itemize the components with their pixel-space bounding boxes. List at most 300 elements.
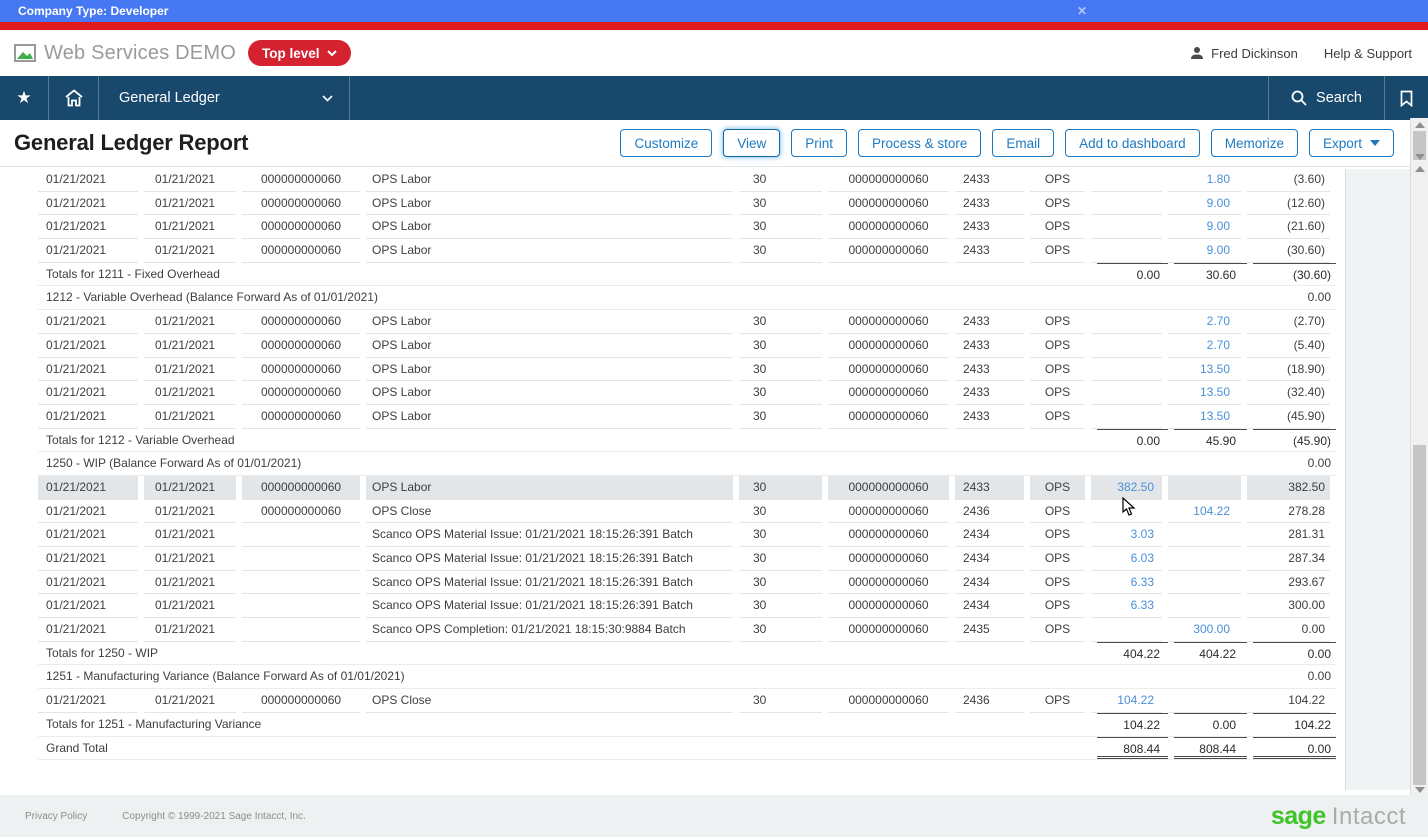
cell-account: 2433 [955, 476, 1024, 500]
table-row[interactable] [38, 523, 1336, 547]
cell-journal: OPS [1030, 405, 1085, 429]
table-row[interactable] [38, 239, 1336, 263]
cell-document-number: 000000000060 [242, 239, 360, 263]
cell-account: 2433 [955, 310, 1024, 334]
cell-debit-amount [1091, 215, 1162, 239]
cell-journal: OPS [1030, 334, 1085, 358]
cell-debit-amount[interactable]: 3.03 [1091, 523, 1162, 547]
cell-credit-amount[interactable]: 104.22 [1168, 500, 1241, 524]
cell-posting-date: 01/21/2021 [144, 523, 236, 547]
cell-department: 30 [739, 689, 822, 713]
cell-journal: OPS [1030, 310, 1085, 334]
cell-debit-amount [1091, 168, 1162, 192]
cell-credit-amount[interactable]: 13.50 [1168, 381, 1241, 405]
cell-debit-amount [1091, 381, 1162, 405]
table-row[interactable] [38, 168, 1336, 192]
table-row[interactable] [38, 334, 1336, 358]
sage-intacct-logo [1271, 802, 1406, 831]
cell-journal: OPS [1030, 215, 1085, 239]
cell-document-number: 000000000060 [242, 405, 360, 429]
cell-description: Scanco OPS Material Issue: 01/21/2021 18:15:26:391 Batch [366, 547, 733, 571]
total-balance: 0.00 [1253, 737, 1336, 760]
cell-debit-amount[interactable]: 6.03 [1091, 547, 1162, 571]
cell-balance: 293.67 [1247, 571, 1330, 595]
cell-account: 2434 [955, 571, 1024, 595]
cell-date: 01/21/2021 [38, 381, 138, 405]
cell-department: 30 [739, 405, 822, 429]
table-row[interactable] [38, 310, 1336, 334]
cell-balance: (3.60) [1247, 168, 1330, 192]
app-header [0, 30, 1428, 76]
copyright-text: Copyright © 1999-2021 Sage Intacct, Inc. [122, 810, 306, 822]
email-button[interactable]: Email [992, 129, 1054, 157]
cell-location: 000000000060 [828, 310, 949, 334]
total-balance: (45.90) [1253, 429, 1336, 452]
cell-description: OPS Labor [366, 168, 733, 192]
cell-location: 000000000060 [828, 334, 949, 358]
cell-department: 30 [739, 310, 822, 334]
section-row [38, 665, 1336, 689]
cell-credit-amount [1168, 689, 1241, 713]
help-support-link[interactable] [1324, 46, 1412, 61]
cell-account: 2434 [955, 594, 1024, 618]
total-debit: 104.22 [1097, 713, 1168, 736]
report-side-gutter [1345, 169, 1410, 790]
total-debit [1097, 452, 1168, 475]
cell-posting-date: 01/21/2021 [144, 476, 236, 500]
cell-date: 01/21/2021 [38, 523, 138, 547]
cell-balance: (32.40) [1247, 381, 1330, 405]
search-label: Search [1316, 90, 1362, 106]
cell-description: OPS Labor [366, 334, 733, 358]
table-row[interactable] [38, 405, 1336, 429]
section-label: 1212 - Variable Overhead (Balance Forward As of 01/01/2021) [46, 290, 378, 305]
table-row[interactable] [38, 689, 1336, 713]
cell-credit-amount[interactable]: 9.00 [1168, 239, 1241, 263]
cell-date: 01/21/2021 [38, 618, 138, 642]
cell-date: 01/21/2021 [38, 571, 138, 595]
company-image-icon [14, 44, 36, 62]
cell-balance: 382.50 [1247, 476, 1330, 500]
cell-department: 30 [739, 547, 822, 571]
intacct-logo-text: Intacct [1331, 802, 1406, 830]
cell-credit-amount [1168, 476, 1241, 500]
scrollbar-thumb[interactable] [1413, 445, 1426, 785]
search-icon [1291, 90, 1307, 106]
cell-balance: (30.60) [1247, 239, 1330, 263]
cell-department: 30 [739, 358, 822, 382]
cell-journal: OPS [1030, 358, 1085, 382]
cell-credit-amount[interactable]: 9.00 [1168, 215, 1241, 239]
totals-label: Totals for 1250 - WIP [46, 645, 159, 660]
cell-description: Scanco OPS Material Issue: 01/21/2021 18:15:26:391 Batch [366, 523, 733, 547]
cell-location: 000000000060 [828, 689, 949, 713]
cell-department: 30 [739, 239, 822, 263]
total-balance: 0.00 [1307, 669, 1331, 684]
cell-balance: (45.90) [1247, 405, 1330, 429]
cell-department: 30 [739, 523, 822, 547]
cell-description: Scanco OPS Material Issue: 01/21/2021 18:15:26:391 Batch [366, 594, 733, 618]
cell-journal: OPS [1030, 192, 1085, 216]
cell-balance: 281.31 [1247, 523, 1330, 547]
bookmark-icon [1400, 90, 1413, 107]
cell-debit-amount [1091, 239, 1162, 263]
totals-row [38, 263, 1336, 287]
cell-description: OPS Labor [366, 215, 733, 239]
grand-row [38, 737, 1336, 761]
cell-location: 000000000060 [828, 215, 949, 239]
cell-date: 01/21/2021 [38, 310, 138, 334]
total-debit: 0.00 [1097, 263, 1168, 286]
sage-logo-text: sage [1270, 801, 1326, 830]
cell-debit-amount [1091, 310, 1162, 334]
total-credit: 808.44 [1174, 737, 1247, 760]
cell-balance: (12.60) [1247, 192, 1330, 216]
cell-location: 000000000060 [828, 381, 949, 405]
cell-description: OPS Labor [366, 358, 733, 382]
cell-location: 000000000060 [828, 168, 949, 192]
cell-debit-amount [1091, 618, 1162, 642]
customize-button[interactable]: Customize [620, 129, 712, 157]
entity-selector-button[interactable] [248, 40, 352, 66]
total-debit [1097, 665, 1168, 688]
cell-date: 01/21/2021 [38, 594, 138, 618]
favorites-button[interactable] [0, 76, 48, 120]
cell-document-number: 000000000060 [242, 192, 360, 216]
search-button[interactable] [1269, 76, 1384, 120]
cell-date: 01/21/2021 [38, 168, 138, 192]
cell-journal: OPS [1030, 689, 1085, 713]
cell-debit-amount[interactable]: 6.33 [1091, 571, 1162, 595]
cell-journal: OPS [1030, 381, 1085, 405]
cell-credit-amount [1168, 523, 1241, 547]
cell-date: 01/21/2021 [38, 239, 138, 263]
cell-department: 30 [739, 500, 822, 524]
table-row[interactable] [38, 215, 1336, 239]
cell-description: OPS Labor [366, 476, 733, 500]
cell-posting-date: 01/21/2021 [144, 192, 236, 216]
cell-balance: 0.00 [1247, 618, 1330, 642]
cell-posting-date: 01/21/2021 [144, 618, 236, 642]
total-balance: 0.00 [1307, 456, 1331, 471]
cell-debit-amount[interactable]: 104.22 [1091, 689, 1162, 713]
cell-credit-amount [1168, 571, 1241, 595]
cell-credit-amount[interactable]: 1.80 [1168, 168, 1241, 192]
user-icon [1190, 46, 1204, 60]
total-credit: 0.00 [1174, 713, 1247, 736]
section-label: 1251 - Manufacturing Variance (Balance Forward As of 01/01/2021) [46, 669, 405, 684]
help-support-label: Help & Support [1323, 45, 1412, 61]
memorize-button[interactable]: Memorize [1211, 129, 1298, 157]
cell-department: 30 [739, 168, 822, 192]
cell-account: 2433 [955, 215, 1024, 239]
cell-description: OPS Close [366, 689, 733, 713]
cell-account: 2435 [955, 618, 1024, 642]
report-title-bar [0, 120, 1428, 167]
cell-account: 2434 [955, 547, 1024, 571]
cell-document-number: 000000000060 [242, 215, 360, 239]
cell-posting-date: 01/21/2021 [144, 358, 236, 382]
cell-credit-amount[interactable]: 2.70 [1168, 310, 1241, 334]
cell-balance: (21.60) [1247, 215, 1330, 239]
cell-location: 000000000060 [828, 523, 949, 547]
cell-credit-amount[interactable]: 9.00 [1168, 192, 1241, 216]
company-name: Web Services DEMO [44, 41, 236, 64]
cell-document-number: 000000000060 [242, 476, 360, 500]
cell-balance: 104.22 [1247, 689, 1330, 713]
home-icon [64, 89, 84, 107]
cell-account: 2434 [955, 523, 1024, 547]
cell-balance: (18.90) [1247, 358, 1330, 382]
cell-credit-amount[interactable]: 300.00 [1168, 618, 1241, 642]
cell-credit-amount [1168, 547, 1241, 571]
cell-balance: (5.40) [1247, 334, 1330, 358]
close-icon[interactable]: ✕ [1077, 4, 1088, 18]
cell-description: OPS Labor [366, 405, 733, 429]
cell-debit-amount [1091, 405, 1162, 429]
total-credit [1174, 665, 1247, 688]
cell-location: 000000000060 [828, 476, 949, 500]
scroll-down-icon[interactable] [1415, 154, 1425, 160]
cell-journal: OPS [1030, 523, 1085, 547]
totals-row [38, 429, 1336, 453]
cell-description: OPS Labor [366, 239, 733, 263]
cell-location: 000000000060 [828, 500, 949, 524]
cell-debit-amount [1091, 358, 1162, 382]
cell-date: 01/21/2021 [38, 476, 138, 500]
table-row[interactable] [38, 500, 1336, 524]
section-label: 1250 - WIP (Balance Forward As of 01/01/2021) [46, 456, 302, 471]
cell-date: 01/21/2021 [38, 547, 138, 571]
cell-date: 01/21/2021 [38, 358, 138, 382]
cell-account: 2433 [955, 239, 1024, 263]
cell-location: 000000000060 [828, 547, 949, 571]
cell-document-number: 000000000060 [242, 358, 360, 382]
cell-document-number [242, 594, 360, 618]
bookmark-button[interactable] [1385, 76, 1428, 120]
totals-row [38, 642, 1336, 666]
red-accent-stripe [0, 22, 1428, 30]
cell-posting-date: 01/21/2021 [144, 689, 236, 713]
cell-document-number: 000000000060 [242, 168, 360, 192]
totals-row [38, 713, 1336, 737]
cell-description: OPS Labor [366, 381, 733, 405]
page-title: General Ledger Report [14, 130, 249, 155]
cell-debit-amount[interactable]: 6.33 [1091, 594, 1162, 618]
cell-debit-amount [1091, 334, 1162, 358]
cell-posting-date: 01/21/2021 [144, 310, 236, 334]
cell-description: OPS Close [366, 500, 733, 524]
ledger-rows [38, 168, 1336, 760]
cell-department: 30 [739, 334, 822, 358]
cell-department: 30 [739, 215, 822, 239]
cell-department: 30 [739, 618, 822, 642]
cell-document-number: 000000000060 [242, 500, 360, 524]
cell-location: 000000000060 [828, 405, 949, 429]
cell-journal: OPS [1030, 500, 1085, 524]
cell-date: 01/21/2021 [38, 405, 138, 429]
cell-account: 2433 [955, 168, 1024, 192]
ledger-table [38, 168, 1336, 760]
cell-location: 000000000060 [828, 618, 949, 642]
table-row[interactable] [38, 571, 1336, 595]
cell-document-number: 000000000060 [242, 334, 360, 358]
cell-account: 2433 [955, 192, 1024, 216]
cell-posting-date: 01/21/2021 [144, 405, 236, 429]
cell-balance: (2.70) [1247, 310, 1330, 334]
total-credit [1174, 286, 1247, 309]
cell-journal: OPS [1030, 239, 1085, 263]
cell-document-number: 000000000060 [242, 381, 360, 405]
cell-account: 2433 [955, 334, 1024, 358]
main-nav-bar [0, 76, 1428, 120]
cell-credit-amount[interactable]: 13.50 [1168, 358, 1241, 382]
company-type-label: Company Type: Developer [18, 4, 169, 18]
cell-posting-date: 01/21/2021 [144, 215, 236, 239]
export-button[interactable]: Export [1309, 129, 1394, 157]
cell-document-number [242, 523, 360, 547]
cell-location: 000000000060 [828, 571, 949, 595]
print-button[interactable]: Print [791, 129, 847, 157]
cell-department: 30 [739, 594, 822, 618]
cell-account: 2433 [955, 381, 1024, 405]
cell-description: Scanco OPS Completion: 01/21/2021 18:15:30:9884 Batch [366, 618, 733, 642]
cell-department: 30 [739, 571, 822, 595]
grand-label: Grand Total [46, 740, 108, 755]
table-row[interactable] [38, 618, 1336, 642]
total-balance: 104.22 [1253, 713, 1336, 736]
cell-description: Scanco OPS Material Issue: 01/21/2021 18:15:26:391 Batch [366, 571, 733, 595]
user-menu[interactable] [1190, 46, 1298, 61]
cell-department: 30 [739, 381, 822, 405]
total-balance: 0.00 [1253, 642, 1336, 665]
cell-description: OPS Labor [366, 310, 733, 334]
vertical-scrollbar[interactable] [1410, 118, 1428, 795]
cell-debit-amount [1091, 192, 1162, 216]
cell-posting-date: 01/21/2021 [144, 334, 236, 358]
cell-date: 01/21/2021 [38, 334, 138, 358]
cell-date: 01/21/2021 [38, 500, 138, 524]
table-row[interactable] [38, 358, 1336, 382]
cell-description: OPS Labor [366, 192, 733, 216]
mouse-cursor [1122, 497, 1138, 517]
cell-balance: 300.00 [1247, 594, 1330, 618]
cell-location: 000000000060 [828, 594, 949, 618]
add-to-dashboard-button[interactable]: Add to dashboard [1065, 129, 1200, 157]
total-credit [1174, 452, 1247, 475]
cell-location: 000000000060 [828, 192, 949, 216]
cell-credit-amount[interactable]: 2.70 [1168, 334, 1241, 358]
cell-credit-amount[interactable]: 13.50 [1168, 405, 1241, 429]
cell-document-number [242, 547, 360, 571]
cell-document-number: 000000000060 [242, 310, 360, 334]
totals-label: Totals for 1211 - Fixed Overhead [46, 266, 220, 281]
cell-account: 2436 [955, 689, 1024, 713]
scroll-up-icon[interactable] [1415, 166, 1425, 172]
cell-posting-date: 01/21/2021 [144, 381, 236, 405]
cell-department: 30 [739, 476, 822, 500]
cell-credit-amount [1168, 594, 1241, 618]
table-row[interactable] [38, 594, 1336, 618]
cell-posting-date: 01/21/2021 [144, 500, 236, 524]
total-credit: 404.22 [1174, 642, 1247, 665]
total-balance: (30.60) [1253, 263, 1336, 286]
cell-journal: OPS [1030, 476, 1085, 500]
section-row [38, 286, 1336, 310]
cell-balance: 287.34 [1247, 547, 1330, 571]
cell-journal: OPS [1030, 571, 1085, 595]
page-footer [0, 795, 1428, 837]
privacy-policy-link[interactable]: Privacy Policy [25, 810, 88, 822]
cell-posting-date: 01/21/2021 [144, 547, 236, 571]
scroll-up-icon[interactable] [1415, 122, 1425, 128]
cell-account: 2436 [955, 500, 1024, 524]
table-row[interactable] [38, 547, 1336, 571]
cell-location: 000000000060 [828, 358, 949, 382]
section-row [38, 452, 1336, 476]
cell-document-number [242, 571, 360, 595]
cell-posting-date: 01/21/2021 [144, 594, 236, 618]
cell-document-number: 000000000060 [242, 689, 360, 713]
star-icon: ★ [16, 88, 32, 107]
cell-date: 01/21/2021 [38, 192, 138, 216]
cell-journal: OPS [1030, 594, 1085, 618]
chevron-down-icon [327, 50, 337, 56]
caret-down-icon [1370, 140, 1380, 146]
user-name: Fred Dickinson [1211, 45, 1298, 61]
cell-location: 000000000060 [828, 239, 949, 263]
entity-selector-label: Top level [261, 45, 320, 61]
totals-label: Totals for 1212 - Variable Overhead [46, 432, 235, 447]
cell-posting-date: 01/21/2021 [144, 168, 236, 192]
cell-posting-date: 01/21/2021 [144, 571, 236, 595]
cell-balance: 278.28 [1247, 500, 1330, 524]
home-button[interactable] [49, 76, 98, 120]
total-debit [1097, 286, 1168, 309]
cell-posting-date: 01/21/2021 [144, 239, 236, 263]
nav-divider [349, 76, 350, 120]
cell-journal: OPS [1030, 168, 1085, 192]
cell-date: 01/21/2021 [38, 689, 138, 713]
module-selector[interactable] [99, 76, 349, 120]
total-credit: 30.60 [1174, 263, 1247, 286]
cell-journal: OPS [1030, 547, 1085, 571]
view-button[interactable]: View [723, 129, 780, 157]
table-row[interactable] [38, 381, 1336, 405]
company-type-bar [0, 0, 1428, 22]
total-balance: 0.00 [1307, 290, 1331, 305]
module-selector-label: General Ledger [119, 90, 220, 106]
table-row[interactable] [38, 192, 1336, 216]
cell-date: 01/21/2021 [38, 215, 138, 239]
report-toolbar [620, 129, 1394, 157]
process-store-button[interactable]: Process & store [858, 129, 981, 157]
total-credit: 45.90 [1174, 429, 1247, 452]
total-debit: 808.44 [1097, 737, 1168, 760]
cell-debit-amount[interactable]: 382.50 [1091, 476, 1162, 500]
cell-document-number [242, 618, 360, 642]
table-row[interactable] [38, 476, 1336, 500]
totals-label: Totals for 1251 - Manufacturing Variance [46, 716, 262, 731]
cell-journal: OPS [1030, 618, 1085, 642]
cell-department: 30 [739, 192, 822, 216]
scroll-down-icon[interactable] [1415, 787, 1425, 793]
total-debit: 404.22 [1097, 642, 1168, 665]
cell-account: 2433 [955, 405, 1024, 429]
total-debit: 0.00 [1097, 429, 1168, 452]
cell-account: 2433 [955, 358, 1024, 382]
chevron-down-icon [322, 95, 333, 102]
